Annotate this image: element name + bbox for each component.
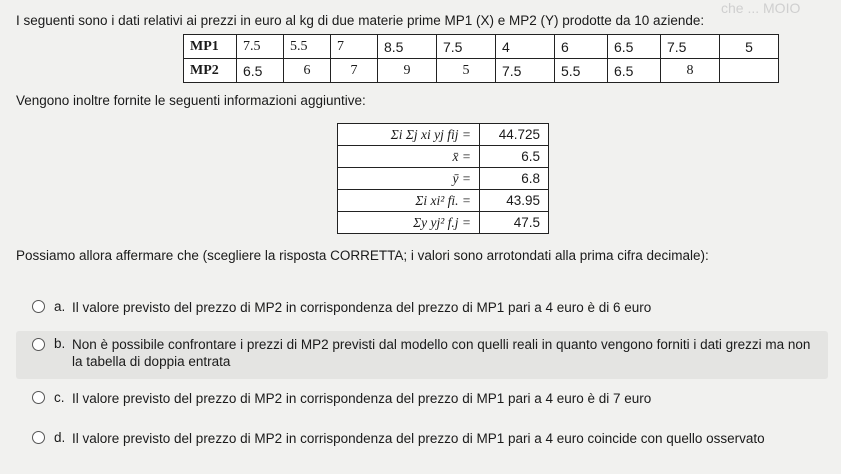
table-cell: 7.5 [237, 35, 284, 59]
stat-value: 6.8 [480, 168, 549, 190]
table-cell: 6.5 [237, 59, 284, 83]
answer-option-d[interactable] [16, 426, 828, 450]
table-cell: 9 [378, 59, 437, 83]
table-row [338, 146, 549, 168]
option-text: Non è possibile confrontare i prezzi di MP2 previsti dal modello con quelli reali in quanto vengono forniti i dati grezzi ma non la tabella di doppia entrata [72, 337, 811, 369]
table-row [338, 190, 549, 212]
table-cell: 5.5 [284, 35, 331, 59]
option-letter: a. [54, 299, 66, 314]
table-cell: 6.5 [608, 35, 661, 59]
answer-option-a[interactable] [16, 295, 828, 319]
option-text: Il valore previsto del prezzo di MP2 in corrispondenza del prezzo di MP1 pari a 4 euro è di 6 euro [72, 300, 652, 315]
stat-value: 6.5 [480, 146, 549, 168]
stat-value: 47.5 [480, 212, 549, 234]
stat-value: 44.725 [480, 124, 549, 146]
table-cell: 6.5 [608, 59, 661, 83]
option-text: Il valore previsto del prezzo di MP2 in corrispondenza del prezzo di MP1 pari a 4 euro coincide con quello osservato [72, 431, 765, 446]
stat-label: Σi xi² fi. = [338, 190, 480, 212]
cropped-corner-text: che ... MOIO [721, 0, 801, 16]
table-cell: 7 [331, 59, 378, 83]
stat-value: 43.95 [480, 190, 549, 212]
answer-option-c[interactable] [16, 386, 828, 410]
table-row [338, 212, 549, 234]
table-cell: 8.5 [378, 35, 437, 59]
table-cell: 8 [661, 59, 720, 83]
table-row-mp2 [184, 59, 779, 83]
radio-button[interactable] [32, 300, 45, 313]
statistics-table [337, 123, 549, 234]
table-cell: 7.5 [661, 35, 720, 59]
radio-button[interactable] [32, 431, 45, 444]
table-cell: 7.5 [437, 35, 496, 59]
stat-label: Σy yj² f.j = [338, 212, 480, 234]
table-cell: 6 [555, 35, 608, 59]
row-label-mp2: MP2 [184, 59, 237, 83]
option-letter: b. [54, 336, 66, 351]
stat-label: ȳ = [338, 168, 480, 190]
table-cell: 4 [496, 35, 555, 59]
table-cell: 5 [720, 35, 779, 59]
row-label-mp1: MP1 [184, 35, 237, 59]
price-data-table [183, 34, 779, 83]
table-cell: 7.5 [496, 59, 555, 83]
radio-button[interactable] [32, 391, 45, 404]
table-row [338, 124, 549, 146]
table-cell: 6 [284, 59, 331, 83]
table-cell [720, 59, 779, 83]
table-cell: 5.5 [555, 59, 608, 83]
option-letter: d. [54, 430, 66, 445]
more-info-text: Vengono inoltre fornite le seguenti informazioni aggiuntive: [16, 93, 366, 108]
table-cell: 7 [331, 35, 378, 59]
answer-option-b[interactable] [16, 331, 828, 379]
question-text: Possiamo allora affermare che (scegliere la risposta CORRETTA; i valori sono arrotondati alla prima cifra decimale): [16, 248, 709, 263]
table-row [338, 168, 549, 190]
table-cell: 5 [437, 59, 496, 83]
stat-label: Σi Σj xi yj fij = [338, 124, 480, 146]
intro-text: I seguenti sono i dati relativi ai prezzi in euro al kg di due materie prime MP1 (X) e MP2 (Y) prodotte da 10 aziende: [16, 13, 705, 28]
table-row-mp1 [184, 35, 779, 59]
option-text: Il valore previsto del prezzo di MP2 in corrispondenza del prezzo di MP1 pari a 4 euro è di 7 euro [72, 391, 652, 406]
option-letter: c. [54, 390, 65, 405]
stat-label: x̄ = [338, 146, 480, 168]
radio-button[interactable] [32, 338, 45, 351]
